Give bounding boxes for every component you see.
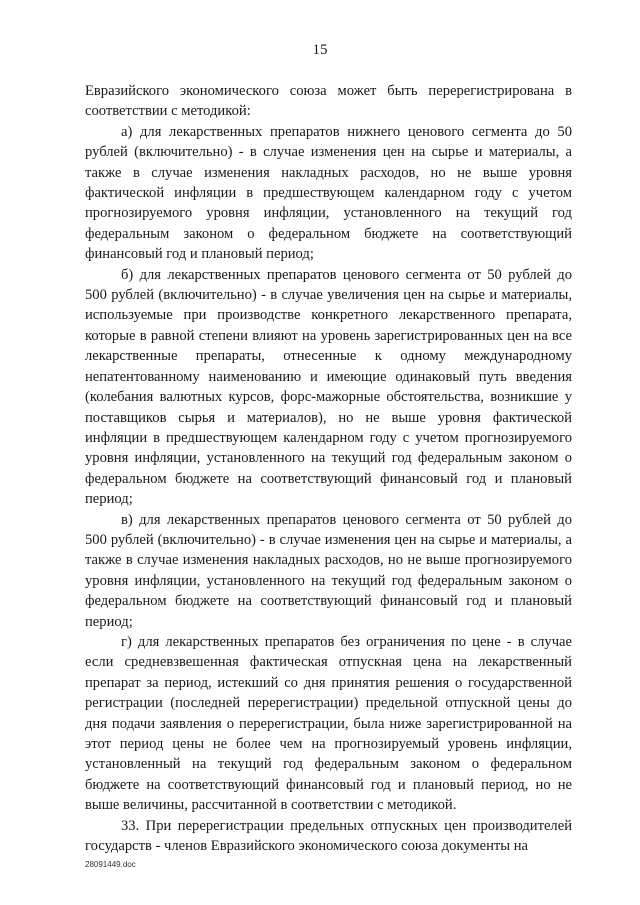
document-body: [85, 81, 572, 856]
footer-filename: 28091449.doc: [85, 860, 136, 869]
paragraph-33: 33. При перерегистрации предельных отпускных цен производителей государств - членов Евразийского экономического союза документы на: [85, 817, 572, 855]
paragraph-item-a: а) для лекарственных препаратов нижнего ценового сегмента до 50 рублей (включительно) - в случае изменения цен на сырье и материалы, а также в случае изменения накладных расходов, но не выше уровня фактической инфляции в предшествующем календарном году с учетом прогнозируемого уровня инфляции, установленного на текущий год федеральным законом о федеральном бюджете на соответствующий финансовый год и плановый период;: [85, 123, 572, 263]
paragraph-item-v: в) для лекарственных препаратов ценового сегмента от 50 рублей до 500 рублей (включительно) - в случае изменения цен на сырье и материалы, а также в случае изменения накладных расходов, но не выше прогнозируемого уровня инфляции, установленного на текущий год федеральным законом о федеральном бюджете на соответствующий финансовый год и плановый период;: [85, 511, 572, 630]
page-number: 15: [312, 42, 328, 58]
paragraph-continuation: Евразийского экономического союза может быть перерегистрирована в соответствии с методикой:: [85, 83, 572, 120]
paragraph-item-g: г) для лекарственных препаратов без ограничения по цене - в случае если средневзвешенная фактическая отпускная цена на лекарственный препарат за период, истекший со дня принятия решения о государственной регистрации (последней перерегистрации) предельной отпускной цены до дня подачи заявления о перерегистрации, была ниже зарегистрированной на этот период цены не более чем на прогнозируемый уровень инфляции, установленный на текущий год федеральным законом о федеральном бюджете на соответствующий финансовый год и плановый период, но не выше величины, рассчитанной в соответствии с методикой.: [85, 633, 572, 814]
paragraph-item-b: б) для лекарственных препаратов ценового сегмента от 50 рублей до 500 рублей (включительно) - в случае увеличения цен на сырье и материалы, используемые при производстве конкретного лекарственного препарата, которые в равной степени влияют на уровень зарегистрированных цен на все лекарственные препараты, отнесенные к одному международному непатентованному наименованию и имеющие одинаковый путь введения (колебания валютных курсов, форс-мажорные обстоятельства, возникшие у поставщиков сырья и материалов), но не выше уровня фактической инфляции в предшествующем календарном году с учетом прогнозируемого уровня инфляции, установленного на текущий год федеральным законом о федеральном бюджете на соответствующий финансовый год и плановый период;: [85, 266, 572, 508]
